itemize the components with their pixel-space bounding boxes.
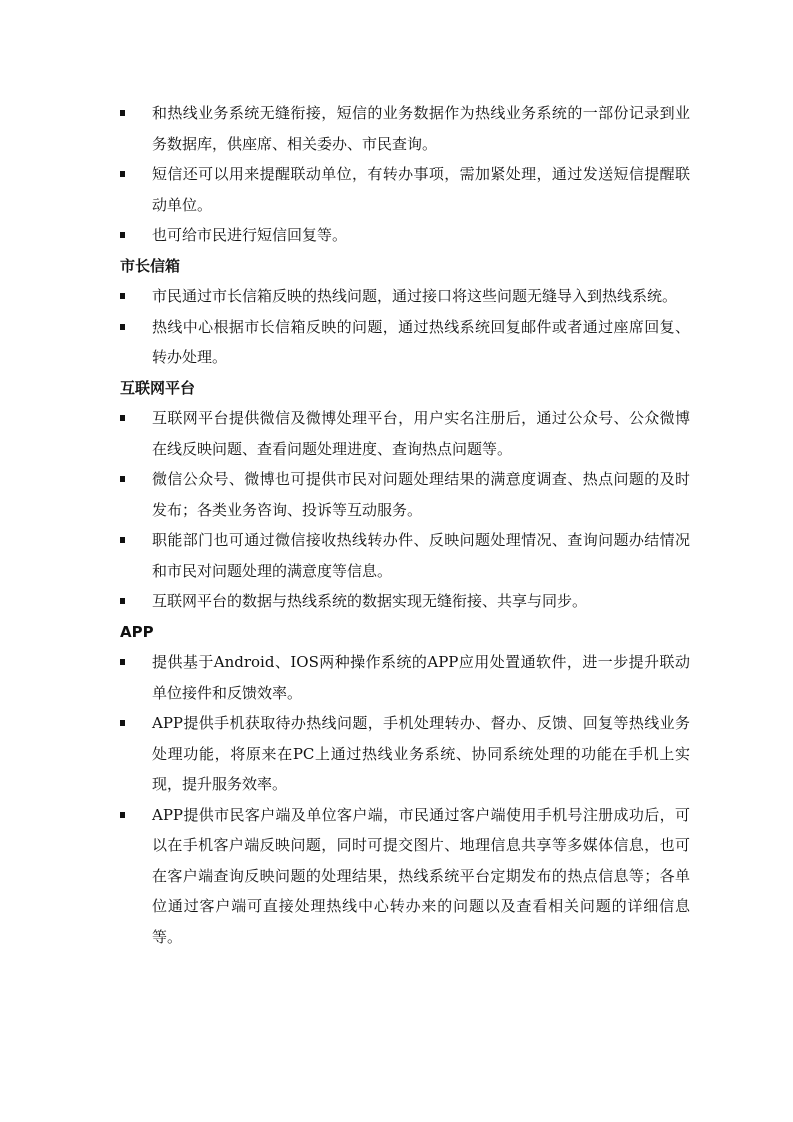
section-heading-mayor-mailbox: 市长信箱 (120, 256, 181, 275)
list-item-text: 也可给市民进行短信回复等。 (152, 226, 348, 244)
square-bullet-icon (120, 171, 125, 177)
list-item (120, 98, 690, 159)
list-item-text: APP提供市民客户端及单位客户端，市民通过客户端使用手机号注册成功后，可以在手机客户端反映问题，同时可提交图片、地理信息共享等多媒体信息，也可在客户端查询反映问题的处理结果，热线系统平台定期发布的热点信息等；各单位通过客户端可直接处理热线中心转办来的问题以及查看相关问题的详细信息等。 (152, 805, 690, 946)
list-item (120, 281, 690, 312)
square-bullet-icon (120, 324, 125, 330)
square-bullet-icon (120, 812, 125, 818)
square-bullet-icon (120, 232, 125, 238)
list-item (120, 586, 690, 617)
document-body (120, 98, 690, 952)
list-item-text: 和热线业务系统无缝衔接，短信的业务数据作为热线业务系统的一部份记录到业务数据库，供座席、相关委办、市民查询。 (152, 104, 690, 153)
list-item (120, 403, 690, 464)
list-item (120, 312, 690, 373)
list-item (120, 800, 690, 953)
square-bullet-icon (120, 598, 125, 604)
list-item-text: 热线中心根据市长信箱反映的问题，通过热线系统回复邮件或者通过座席回复、转办处理。 (152, 317, 690, 366)
list-item-text: 互联网平台提供微信及微博处理平台，用户实名注册后，通过公众号、公众微博在线反映问题、查看问题处理进度、查询热点问题等。 (152, 409, 690, 458)
list-item-text: 互联网平台的数据与热线系统的数据实现无缝衔接、共享与同步。 (152, 592, 588, 610)
list-item-text: 短信还可以用来提醒联动单位，有转办事项，需加紧处理，通过发送短信提醒联动单位。 (152, 165, 690, 214)
square-bullet-icon (120, 293, 125, 299)
square-bullet-icon (120, 476, 125, 482)
list-item (120, 220, 690, 251)
section-heading-app: APP (120, 622, 154, 641)
list-item (120, 708, 690, 800)
square-bullet-icon (120, 110, 125, 116)
square-bullet-icon (120, 415, 125, 421)
list-item (120, 464, 690, 525)
square-bullet-icon (120, 720, 125, 726)
section-heading-internet-platform: 互联网平台 (120, 378, 196, 397)
list-item-text: 市民通过市长信箱反映的热线问题，通过接口将这些问题无缝导入到热线系统。 (152, 287, 678, 305)
list-item (120, 525, 690, 586)
list-item-text: APP提供手机获取待办热线问题，手机处理转办、督办、反馈、回复等热线业务处理功能，将原来在PC上通过热线业务系统、协同系统处理的功能在手机上实现，提升服务效率。 (152, 714, 690, 793)
list-item (120, 159, 690, 220)
list-item-text: 微信公众号、微博也可提供市民对问题处理结果的满意度调查、热点问题的及时发布；各类业务咨询、投诉等互动服务。 (152, 470, 690, 519)
list-item-text: 职能部门也可通过微信接收热线转办件、反映问题处理情况、查询问题办结情况和市民对问题处理的满意度等信息。 (152, 531, 690, 580)
square-bullet-icon (120, 659, 125, 665)
list-item-text: 提供基于Android、IOS两种操作系统的APP应用处置通软件，进一步提升联动单位接件和反馈效率。 (152, 653, 690, 702)
list-item (120, 647, 690, 708)
square-bullet-icon (120, 537, 125, 543)
